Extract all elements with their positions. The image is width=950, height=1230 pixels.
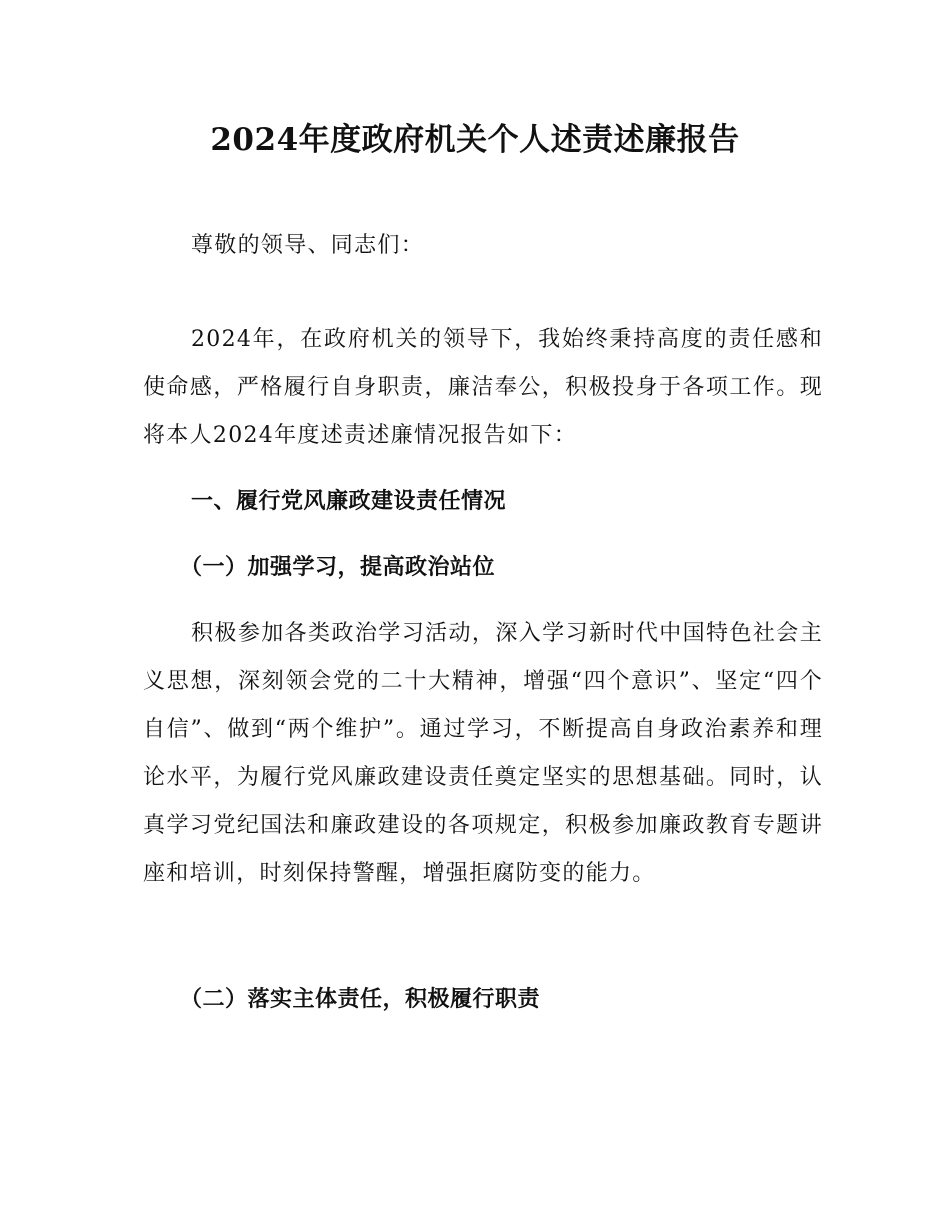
subsection-heading-1: （一）加强学习，提高政治站位 (180, 555, 496, 580)
document-title: 2024年度政府机关个人述责述廉报告 (210, 122, 740, 158)
subsection-heading-2: （二）落实主体责任，积极履行职责 (180, 987, 541, 1012)
subsection-1-paragraph: 积极参加各类政治学习活动，深入学习新时代中国特色社会主义思想，深刻领会党的二十大精神，增强“四个意识”、坚定“四个自信”、做到“两个维护”。通过学习，不断提高自身政治素养和理论水平，为履行党风廉政建设责任奠定坚实的思想基础。同时，认真学习党纪国法和廉政建设的各项规定，积极参加廉政教育专题讲座和培训，时刻保持警醒，增强拒腐防变的能力。 (143, 621, 823, 886)
salutation: 尊敬的领导、同志们： (191, 233, 425, 258)
intro-paragraph: 2024年，在政府机关的领导下，我始终秉持高度的责任感和使命感，严格履行自身职责，廉洁奉公，积极投身于各项工作。现将本人2024年度述责述廉情况报告如下： (143, 327, 823, 448)
section-heading-1: 一、履行党风廉政建设责任情况 (191, 489, 507, 514)
